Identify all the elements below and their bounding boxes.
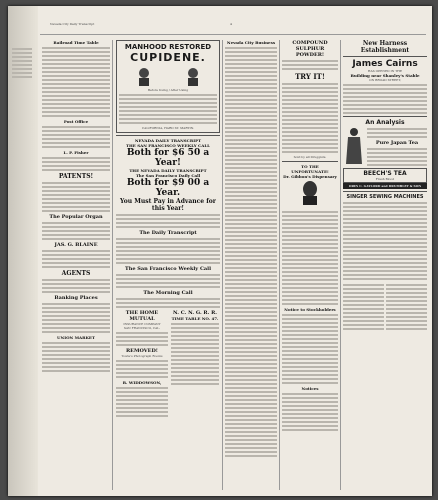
column-2 (116, 40, 220, 490)
analysis-heading: An Analysis (365, 119, 405, 126)
notices: Notices (301, 386, 319, 391)
beechs-tea: BEECH'S TEA (363, 170, 407, 177)
column-3 (225, 40, 277, 490)
binding-margin (8, 6, 38, 496)
ngrr-heading: N. C. N. G. R. R. (173, 310, 217, 316)
compound-heading: COMPOUND SULPHUR POWDER! (292, 40, 328, 58)
gibbons: Dr. Gibbon's Dispensary (283, 174, 337, 179)
sf-daily-call: The San Francisco Daily Call (135, 173, 201, 178)
photo-rooms: Towle's Photograph Rooms (121, 354, 163, 358)
removed-heading: REMOVED! (126, 348, 158, 354)
cairns-sub3: ON BROAD STREET, (369, 78, 401, 82)
cairns-name: James Cairns (352, 59, 418, 69)
cupidene-sub: Before Using / After Using (147, 88, 189, 92)
popular-organ: The Popular Organ (49, 214, 103, 220)
both-price-2: Both for $9 00 a Year. (126, 178, 210, 198)
page-number: 4 (230, 22, 232, 26)
nevada-weekly: THE NEVADA DAILY TRANSCRIPT (129, 168, 207, 173)
unfortunate: TO THE UNFORTUNATE! (291, 164, 329, 174)
singer-heading: SINGER SEWING MACHINES (346, 194, 424, 200)
insurance-city: SAN FRANCISCO, CAL. (123, 326, 161, 330)
cupidene-title: CUPIDENE. (130, 51, 206, 64)
binding-text (12, 46, 32, 466)
column-1 (42, 40, 110, 490)
masthead-left: Nevada City Daily Transcript (50, 22, 95, 26)
column-5 (343, 40, 427, 490)
post-office: Post Office (63, 119, 89, 124)
home-mutual: THE HOME MUTUAL (125, 310, 159, 322)
cairns-sub1: HAS OPENED IN THE (367, 69, 403, 73)
sold-by: Sold by all Druggists. (293, 155, 327, 159)
union-market: UNION MARKET (57, 335, 95, 340)
harness-heading: New Harness Establishment (360, 40, 410, 54)
doctor: L. P. Fisher (63, 150, 89, 155)
widdowson: R. WIDDOWSON, (122, 380, 162, 385)
banking-heading: Banking Places (54, 295, 98, 301)
tea-figure-icon (343, 126, 365, 166)
manhood-title: MANHOOD RESTORED (124, 43, 212, 51)
col3-header: Nevada City Business (226, 40, 276, 45)
weekly-call-ad: The San Francisco Weekly Call (125, 266, 211, 272)
morning-call: The Morning Call (143, 290, 193, 296)
agents-heading: AGENTS (61, 270, 91, 277)
transcript-heading: NEVADA DAILY TRANSCRIPT (134, 138, 202, 143)
portrait-before-icon (136, 66, 152, 86)
beechs-sub: Fresh Blood (375, 177, 395, 181)
train-header: Railroad Time Table (53, 40, 99, 45)
column-4 (282, 40, 338, 490)
newspaper-page (8, 6, 432, 496)
both-price-1: Both for $6 50 a Year! (126, 148, 210, 168)
insurance: INSURANCE COMPANY (123, 322, 161, 326)
cupidene-address: CALIFORNIA, HARD ST. MARTIN. (141, 126, 195, 130)
doctor-portrait-icon (299, 179, 321, 205)
gaylord-band: ORIN C. GAYLORD and DRUMBLEY & SON (343, 183, 427, 189)
try-it: TRY IT! (295, 72, 325, 81)
pay-advance: You Must Pay in Advance for this Year! (120, 198, 216, 212)
notice-stockholders: Notice to Stockholders (284, 307, 336, 312)
time-table: TIME TABLE NO. 47. (171, 316, 219, 321)
portrait-after-icon (185, 66, 201, 86)
daily-transcript: The Daily Transcript (139, 230, 197, 236)
patents-heading: PATENTS! (58, 173, 94, 180)
cairns-sub2: Building near Shanley's Stable (350, 73, 420, 78)
masthead-strip (40, 12, 428, 36)
blaine-heading: JAS. G. BLAINE (54, 242, 98, 248)
pure-japan-tea: Pure Japan Tea (375, 140, 419, 146)
weekly-call-heading: THE SAN FRANCISCO WEEKLY CALL (126, 143, 210, 148)
